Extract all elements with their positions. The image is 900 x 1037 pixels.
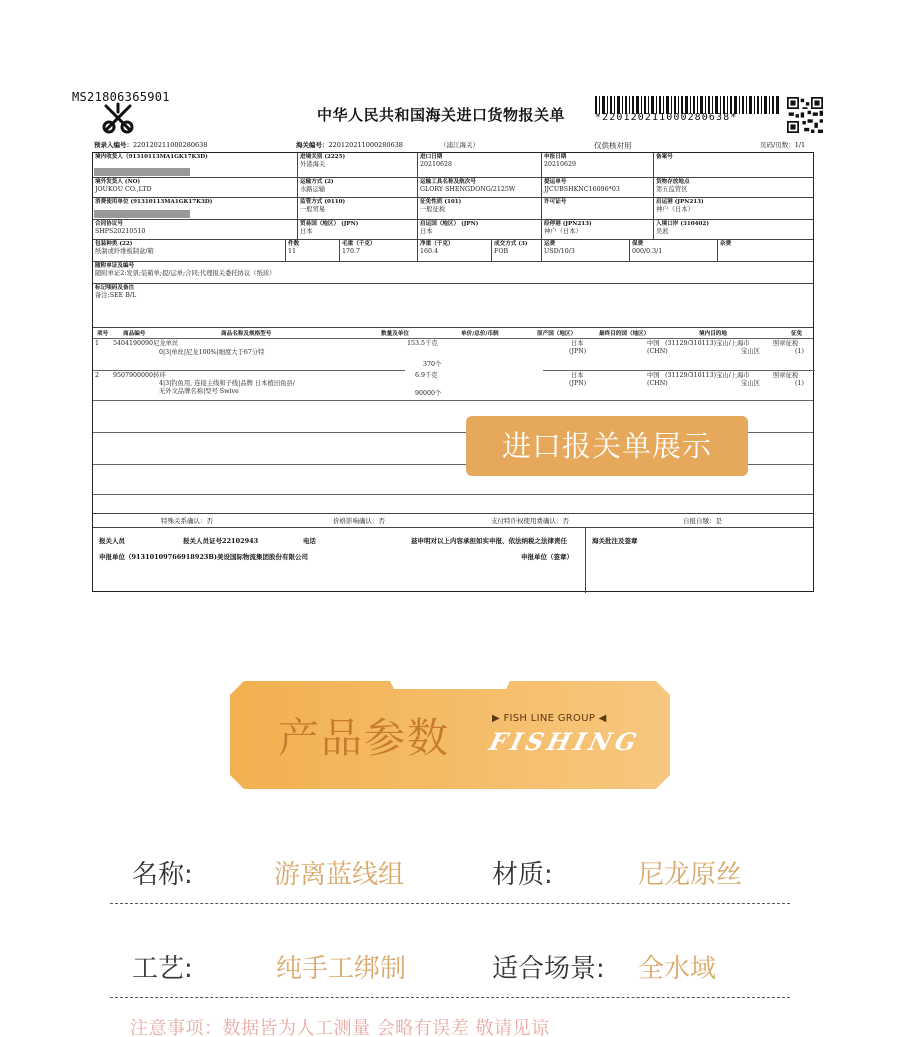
- deal-label: 成交方式 (3): [494, 241, 528, 247]
- marks-value: 备注:SEE B/L: [95, 292, 137, 299]
- header-meta-row: [92, 140, 814, 152]
- goods-header-code: 商品编号: [123, 331, 146, 337]
- package-cell: [93, 240, 285, 261]
- deal-cell: [491, 240, 541, 261]
- vessel-cell: [417, 178, 541, 197]
- storage-label: 货物存放地点: [656, 179, 690, 185]
- vessel-label: 运输工具名称及航次号: [420, 179, 476, 185]
- entry-port-label: 入境口岸 (310402): [656, 221, 709, 227]
- consignee-label: 境内收货人（91310113MA1GK17K3D): [95, 154, 208, 160]
- storage-cell: [653, 178, 815, 197]
- departure-label: 启运港 (JPN213): [656, 199, 704, 205]
- stop-port-label: 经停港 (JPN213): [544, 221, 592, 227]
- craft-value: 纯手工绑制: [276, 954, 407, 984]
- play-right-icon: ▶: [492, 713, 500, 724]
- goods-header-levy: 征免: [791, 331, 803, 337]
- deal-value: FOB: [494, 248, 509, 255]
- form-row-4: [93, 219, 813, 239]
- trade-country-label: 贸易国（地区） (JPN): [300, 221, 359, 227]
- pre-entry-number: 220120211000280638: [133, 141, 208, 149]
- check-only-note: 仅供核对用: [594, 141, 632, 150]
- documents-value: 随附单证2:发票;装箱单;提/运单;合同;代理报关委托协议（纸质）: [95, 270, 276, 277]
- goods-1-origin1: 日本: [571, 340, 584, 347]
- supervision-cell: [297, 198, 417, 219]
- goods-header-no: 项号: [97, 331, 109, 337]
- freight-value: USD/10/3: [544, 248, 575, 255]
- spec-row-1: [110, 854, 790, 898]
- marks-cell: [93, 284, 815, 327]
- gross-weight-value: 170.7: [342, 248, 361, 255]
- craft-label: 工艺:: [132, 954, 193, 984]
- goods-2-code-name: 9507900000转环: [113, 372, 166, 379]
- transport-value: 水路运输: [300, 186, 326, 193]
- tax-label: 征免性质 (101): [420, 199, 462, 205]
- material-label: 材质:: [492, 860, 553, 890]
- gross-weight-label: 毛重（千克）: [342, 241, 376, 247]
- customs-declaration: [72, 90, 814, 592]
- params-title: 产品参数: [278, 714, 450, 762]
- contract-label: 合同协议号: [95, 221, 123, 227]
- name-value: 游离蓝线组: [274, 860, 405, 890]
- user-unit-cell: [93, 198, 297, 219]
- goods-1-dest1: 中国: [647, 340, 660, 347]
- confirmation-row: [93, 513, 813, 527]
- legal-statement: 兹申明对以上内容承担如实申报、依法纳税之法律责任: [411, 537, 567, 545]
- form-row-2: [93, 177, 813, 197]
- goods-1-levy2: (1): [795, 348, 804, 355]
- goods-1-dest2: (CHN): [647, 348, 668, 355]
- goods-2-qty2: 90000个: [415, 390, 442, 397]
- page-count: 页码/页数：1/1: [760, 141, 806, 149]
- shipper-value: JOUKOU CO.,LTD: [95, 186, 152, 193]
- import-date-label: 进口日期: [420, 154, 443, 160]
- brand-script: FISHING: [486, 727, 644, 756]
- insurance-label: 保费: [632, 241, 644, 247]
- goods-1-levy1: 照章征税: [773, 340, 799, 347]
- goods-divider: [93, 338, 813, 339]
- dashed-divider: [110, 997, 790, 998]
- price-impact: 价格影响确认：否: [333, 517, 385, 525]
- phone-label: 电话: [303, 537, 316, 545]
- declare-date-cell: [541, 153, 653, 177]
- consignee-cell: [93, 153, 297, 177]
- declare-date-label: 申报日期: [544, 154, 567, 160]
- user-unit-label: 消费使用单位 (91310113MA1GK17K3D): [95, 199, 213, 205]
- package-value: 纸制或纤维板制盒/箱: [95, 248, 154, 255]
- pieces-value: 11: [288, 248, 297, 255]
- goods-2-levy1: 照章征税: [773, 372, 799, 379]
- contract-cell: [93, 220, 297, 239]
- notice-text: 注意事项：数据皆为人工测量 会略有误差 敬请见谅: [130, 1018, 550, 1037]
- spec-row-2: [110, 948, 790, 992]
- goods-2-domestic1: (31129/310113)宝山/上海市: [665, 372, 750, 379]
- form-row-1: [93, 153, 813, 177]
- filing-cell: [653, 153, 815, 177]
- goods-2-domestic2: 宝山区: [741, 380, 760, 387]
- tax-value: 一般征税: [420, 206, 446, 213]
- departure-cell: [653, 198, 815, 219]
- import-date-cell: [417, 153, 541, 177]
- goods-1-origin2: (JPN): [569, 348, 587, 355]
- bl-value: JJCUBSHKNC16096*03: [544, 186, 620, 193]
- trade-country-cell: [297, 220, 417, 239]
- goods-header-domestic: 境内目的地: [699, 331, 727, 337]
- storage-value: 第五监管区: [656, 186, 688, 193]
- net-weight-value: 160.4: [420, 248, 439, 255]
- goods-header-qty: 数量及单位: [381, 331, 409, 337]
- name-label: 名称:: [132, 860, 193, 890]
- goods-1-spec: 0|3|单丝|尼龙100%|细度大于67分特: [159, 349, 265, 356]
- tax-cell: [417, 198, 541, 219]
- form-row-5: [93, 239, 813, 261]
- goods-2-dest2: (CHN): [647, 380, 668, 387]
- gross-weight-cell: [339, 240, 417, 261]
- bl-cell: [541, 178, 653, 197]
- import-declaration-banner: 进口报关单展示: [466, 416, 748, 476]
- redacted-block: [94, 210, 190, 218]
- contract-value: SHPS20210510: [95, 228, 146, 235]
- redacted-block: [94, 168, 190, 176]
- origin-country-value: 日本: [420, 228, 433, 235]
- scene-label: 适合场景:: [492, 954, 605, 984]
- goods-2-levy2: (1): [795, 380, 804, 387]
- transport-label: 运输方式 (2): [300, 179, 334, 185]
- declarant-cert: 报关人员证号22102943: [183, 537, 259, 545]
- shipper-cell: [93, 178, 297, 197]
- entry-port-value: 吴淞: [656, 228, 669, 235]
- declarant-cell: [93, 528, 585, 593]
- goods-1-qty1: 153.5千克: [407, 340, 438, 347]
- pieces-label: 件数: [288, 241, 300, 247]
- dashed-divider: [110, 903, 790, 904]
- misc-fee-cell: [717, 240, 815, 261]
- license-cell: [541, 198, 653, 219]
- exit-customs-value: 外港海关: [300, 161, 326, 168]
- brand-tagline: [492, 713, 607, 724]
- form-row-7: [93, 283, 813, 327]
- supervision-value: 一般贸易: [300, 206, 326, 213]
- bl-label: 提运单号: [544, 179, 567, 185]
- goods-header-origin: 原产国（地区）: [537, 331, 577, 337]
- goods-2-origin2: (JPN): [569, 380, 587, 387]
- goods-2-spec2: 无外文品牌名称|型号 Swive: [159, 388, 239, 395]
- declarant-label: 报关人员: [99, 537, 125, 545]
- form-row-6: [93, 261, 813, 283]
- special-relation: 特殊关系确认：否: [161, 517, 213, 525]
- goods-header-price: 单价/总价/币制: [461, 331, 499, 337]
- filing-label: 备案号: [656, 154, 673, 160]
- exit-customs-cell: [297, 153, 417, 177]
- document-title: 中华人民共和国海关进口货物报关单: [317, 106, 566, 124]
- goods-divider: [93, 370, 405, 371]
- form-row-3: [93, 197, 813, 219]
- insurance-value: 000/0.3/1: [632, 248, 663, 255]
- marks-label: 标记唛码及备注: [95, 285, 135, 291]
- goods-1-domestic1: (31129/310113)宝山/上海市: [665, 340, 750, 347]
- transport-cell: [297, 178, 417, 197]
- vessel-value: GLORY SHENGDONG/2125W: [420, 186, 516, 193]
- origin-country-label: 启运国（地区） (JPN): [420, 221, 479, 227]
- pre-entry-label: 预录入编号：: [94, 141, 133, 149]
- shipper-label: 境外发货人 (NO): [95, 179, 141, 185]
- self-declare: 自报自缴：是: [683, 517, 722, 525]
- documents-cell: [93, 262, 815, 283]
- declare-date-value: 20210629: [544, 161, 577, 168]
- customs-note-cell: [585, 528, 815, 593]
- scene-value: 全水域: [638, 954, 717, 984]
- freight-cell: [541, 240, 629, 261]
- net-weight-label: 净重（千克）: [420, 241, 454, 247]
- goods-2-qty1: 6.9千克: [415, 372, 438, 379]
- material-value: 尼龙原丝: [638, 860, 743, 890]
- origin-country-cell: [417, 220, 541, 239]
- misc-fee-label: 杂费: [720, 241, 732, 247]
- goods-1-qty2: 370个: [423, 361, 442, 368]
- brand-tagline-text: FISH LINE GROUP: [503, 713, 596, 724]
- customs-number: 220120211000280638: [328, 141, 403, 149]
- documents-label: 随附单证及编号: [95, 263, 135, 269]
- royalty-confirm: 支付特许权使用费确认：否: [491, 517, 569, 525]
- barcode-text: *220120211000280638*: [595, 112, 738, 123]
- trade-country-value: 日本: [300, 228, 313, 235]
- insurance-cell: [629, 240, 717, 261]
- license-label: 许可证号: [544, 199, 567, 205]
- customs-note: 海关批注及签章: [592, 537, 638, 545]
- stop-port-cell: [541, 220, 653, 239]
- scissors-stamp-icon: [100, 100, 136, 136]
- goods-divider: [543, 370, 815, 371]
- goods-header-dest: 最终目的国（地区）: [599, 331, 650, 337]
- stop-port-value: 神户（日本）: [544, 228, 582, 235]
- unit-seal: 申报单位（签章）: [521, 553, 573, 561]
- goods-divider: [93, 494, 813, 495]
- goods-header-name: 商品名称及规格型号: [221, 331, 272, 337]
- customs-port: （浦江海关）: [440, 141, 479, 149]
- product-params-header: [230, 681, 670, 789]
- goods-2-origin1: 日本: [571, 372, 584, 379]
- package-label: 包装种类 (22): [95, 241, 133, 247]
- entry-port-cell: [653, 220, 815, 239]
- customs-number-label: 海关编号：: [296, 141, 329, 149]
- net-weight-cell: [417, 240, 491, 261]
- goods-2-dest1: 中国: [647, 372, 660, 379]
- qr-code-image: [787, 97, 823, 133]
- goods-1-code-name: 5404190090尼龙单丝: [113, 340, 179, 347]
- goods-divider: [93, 400, 813, 401]
- departure-value: 神户（日本）: [656, 206, 694, 213]
- goods-1-domestic2: 宝山区: [741, 348, 760, 355]
- goods-2-spec: 4|3|钓鱼用, 连接主线和子线|品牌 日本植田鱼县/: [159, 380, 295, 387]
- declaration-form: [92, 152, 814, 592]
- supervision-label: 监管方式 (0110): [300, 199, 346, 205]
- import-date-value: 20210628: [420, 161, 453, 168]
- exit-customs-label: 进境关别 (2225): [300, 154, 346, 160]
- freight-label: 运费: [544, 241, 556, 247]
- play-left-icon: ◀: [598, 713, 607, 724]
- goods-2-no: 2: [95, 372, 100, 379]
- declaring-unit: 申报单位（91310109766918923B)美设国际物流集团股份有限公司: [99, 553, 308, 561]
- signature-row: [93, 527, 813, 593]
- goods-1-no: 1: [95, 340, 100, 347]
- ms-code: MS21806365901: [72, 90, 170, 104]
- pieces-cell: [285, 240, 339, 261]
